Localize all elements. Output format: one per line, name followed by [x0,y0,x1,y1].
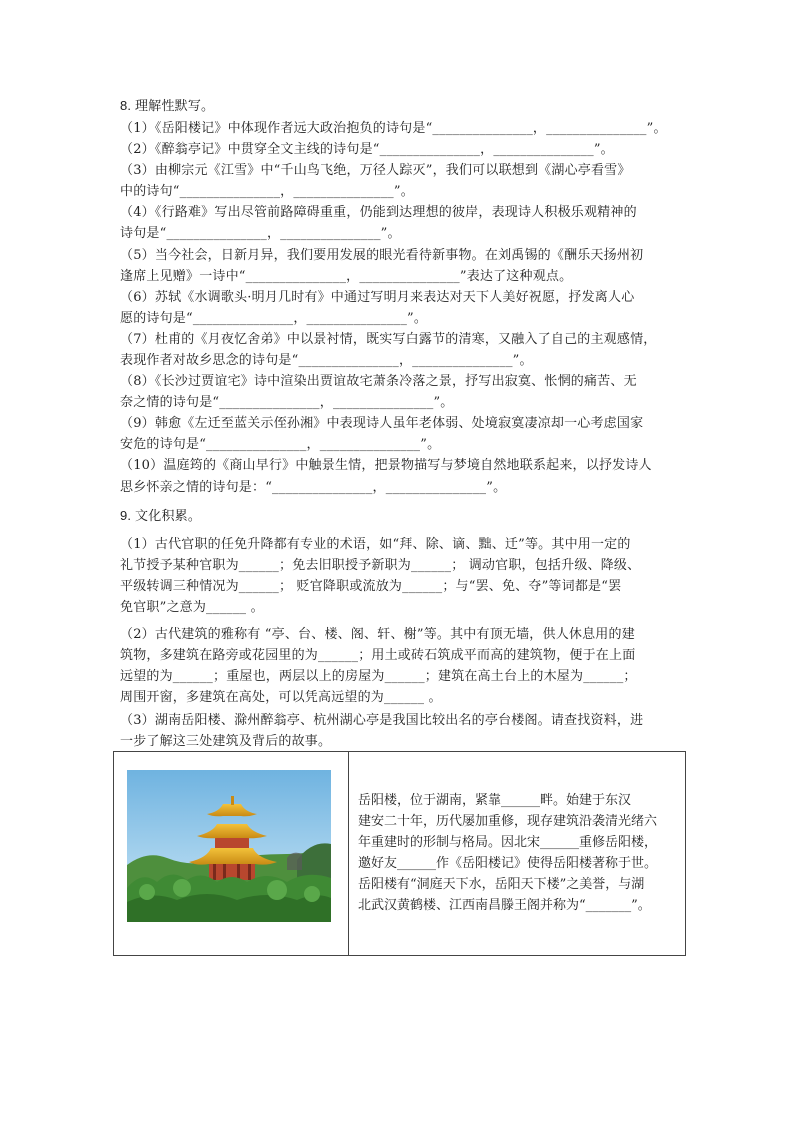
table-divider [348,752,349,955]
q9-line: 平级转调三种情况为______； 贬官降职或流放为______；与“罢、免、夺”等词都是“罢 [120,579,622,594]
q8-heading: 8. 理解性默写。 [120,98,215,113]
table-text-line: 岳阳楼，位于湖南，紧靠______畔。始建于东汉 [358,793,632,808]
q9-line: 筑物，多建筑在路旁或花园里的为______；用土或砖石筑成平而高的建筑物，便于在上面 [120,648,636,663]
q9-line: （1）古代官职的任免升降都有专业的术语，如“拜、除、谪、黜、迁”等。其中用一定的 [120,537,631,552]
q8-line: 思乡怀亲之情的诗句是：“_______________，_______________”。 [120,480,507,495]
yueyang-tower-image [127,770,331,922]
table-text-line: 北武汉黄鹤楼、江西南昌滕王阁并称为“_______”。 [358,898,651,913]
q9-heading: 9. 文化积累。 [120,508,202,523]
q9-line: 一步了解这三处建筑及背后的故事。 [120,734,332,749]
q9-line: 免官职”之意为______ 。 [120,600,264,615]
info-table [113,751,686,956]
q8-line: 表现作者对故乡思念的诗句是“_______________，_______________”。 [120,353,533,368]
q8-line: 愿的诗句是“_______________，_______________”。 [120,311,428,326]
q8-line: 逢席上见赠》一诗中“_______________，_______________”表达了这种观点。 [120,269,573,284]
q9-line: （2）古代建筑的雅称有 “亭、台、楼、阁、轩、榭”等。其中有顶无墙，供人休息用的建 [120,627,635,642]
q8-line: （4）《行路难》写出尽管前路障碍重重，仍能到达理想的彼岸，表现诗人积极乐观精神的 [120,205,637,220]
table-text-line: 岳阳楼有“洞庭天下水，岳阳天下楼”之美誉，与湖 [358,877,645,892]
q8-line: 安危的诗句是“_______________，_______________”。 [120,437,441,452]
q8-line: （10）温庭筠的《商山早行》中触景生情，把景物描写与梦境自然地联系起来，以抒发诗人 [120,458,652,473]
q8-line: （7）杜甫的《月夜忆舍弟》中以景衬情，既实写白露节的清寒，又融入了自己的主观感情， [120,332,657,347]
q8-line: （5）当今社会，日新月异，我们要用发展的眼光看待新事物。在刘禹锡的《酬乐天扬州初 [120,248,644,263]
q9-line: 礼节授予某种官职为______；免去旧职授予新职为______； 调动官职，包括升级、降级、 [120,558,641,573]
q8-line: 中的诗句“_______________，_______________”。 [120,184,414,199]
table-text-line: 年重建时的形制与格局。因北宋______重修岳阳楼， [358,835,658,850]
q9-line: 周围开窗，多建筑在高处，可以凭高远望的为______ 。 [120,690,442,705]
table-text-line: 建安二十年，历代屡加重修，现存建筑沿袭清光绪六 [358,814,658,829]
q8-line: 诗句是“_______________，_______________”。 [120,226,401,241]
q9-line: 远望的为______；重屋也，两层以上的房屋为______；建筑在高土台上的木屋为______； [120,669,637,684]
q8-line: 奈之情的诗句是“_______________，_______________”。 [120,395,454,410]
q9-line: （3）湖南岳阳楼、滁州醉翁亭、杭州湖心亭是我国比较出名的亭台楼阁。请查找资料，进 [120,713,644,728]
q8-line: （9）韩愈《左迁至蓝关示侄孙湘》中表现诗人虽年老体弱、处境寂寞凄凉却一心考虑国家 [120,416,644,431]
q8-line: （2）《醉翁亭记》中贯穿全文主线的诗句是“_______________，_______________”。 [120,142,614,157]
table-text-line: 邀好友______作《岳阳楼记》使得岳阳楼著称于世。 [358,856,658,871]
q8-line: （6）苏轼《水调歌头·明月几时有》中通过写明月来表达对天下人美好祝愿，抒发离人心 [120,290,635,305]
q8-line: （8）《长沙过贾谊宅》诗中渲染出贾谊故宅萧条冷落之景，抒写出寂寞、怅惘的痛苦、无 [120,374,637,389]
q8-line: （3）由柳宗元《江雪》中“千山鸟飞绝，万径人踪灭”，我们可以联想到《湖心亭看雪》 [120,163,631,178]
q8-line: （1）《岳阳楼记》中体现作者远大政治抱负的诗句是“_______________，_______________”。 [120,121,667,136]
